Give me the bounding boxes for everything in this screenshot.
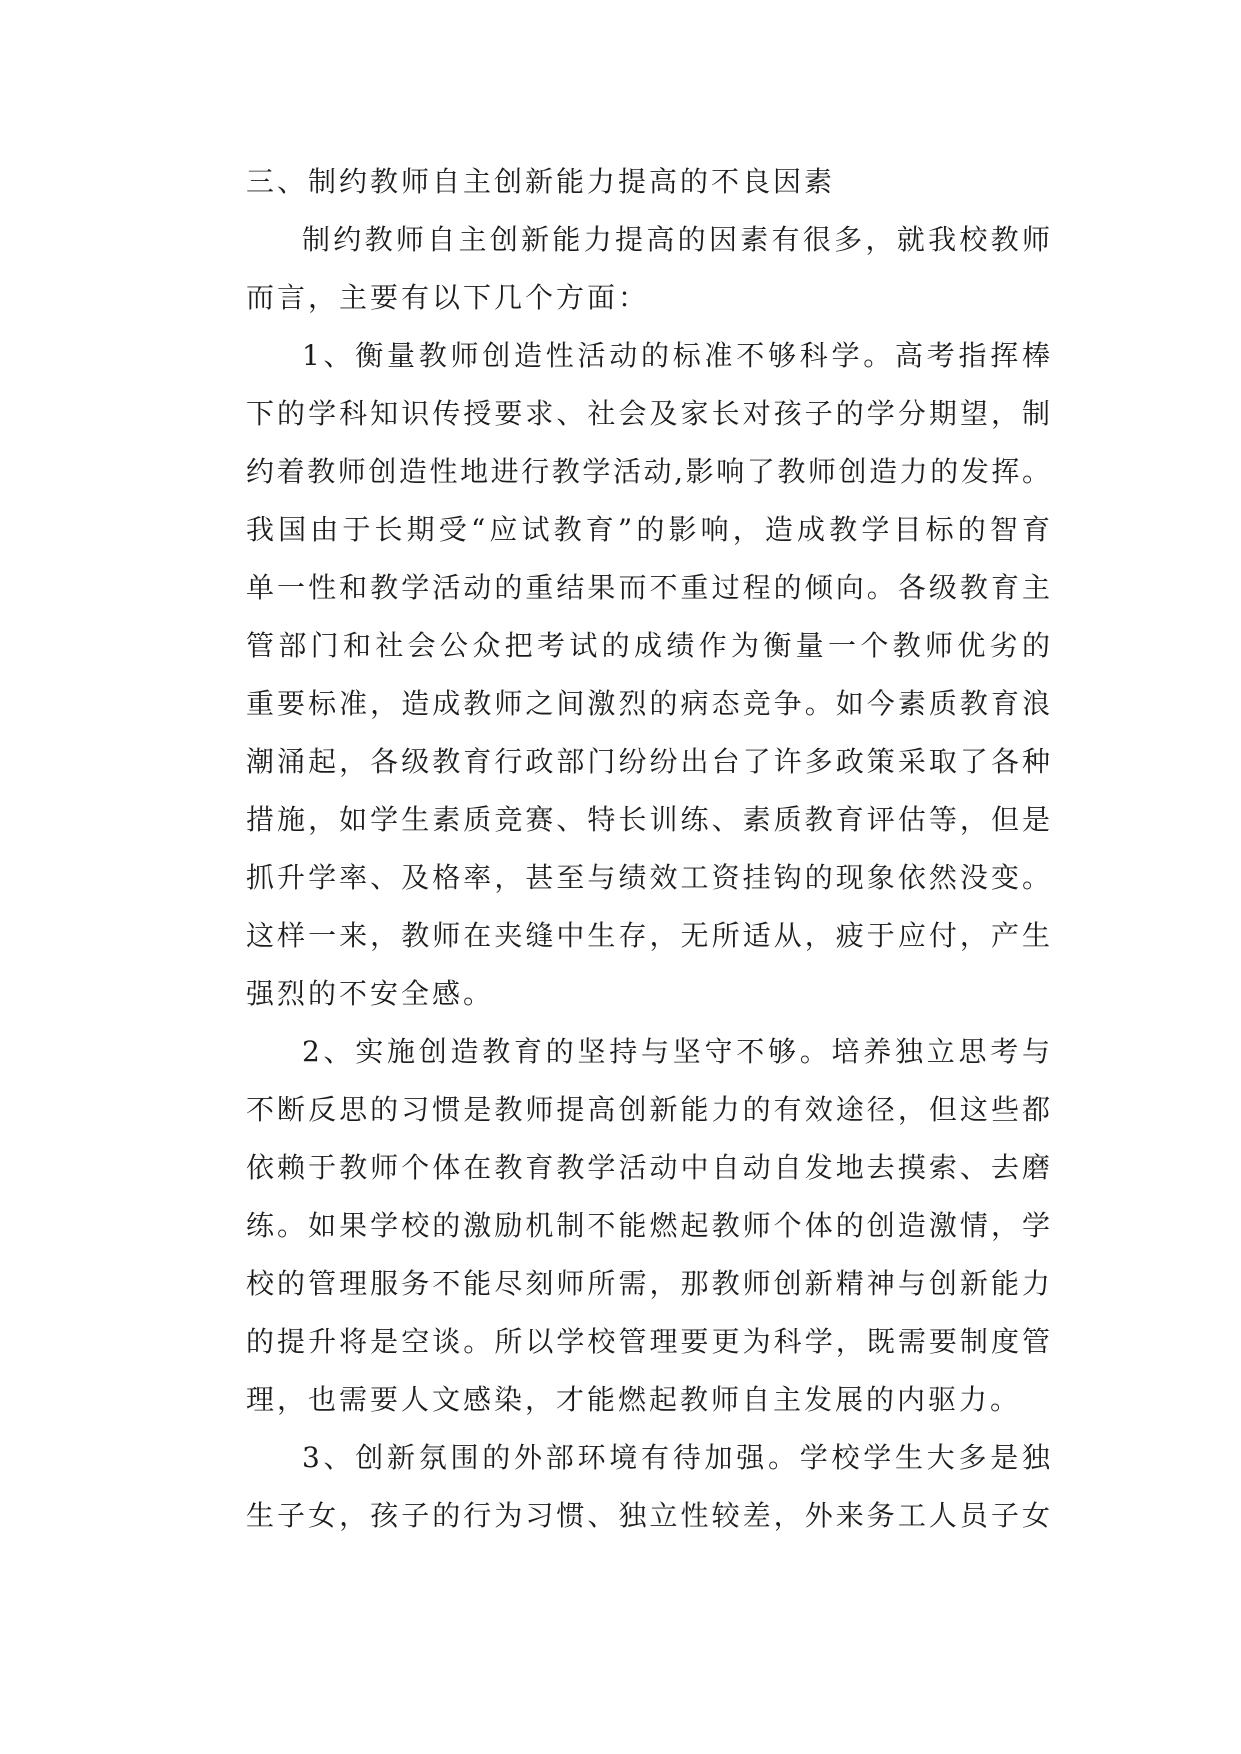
paragraph-line: 制约教师自主创新能力提高的因素有很多，就我校教师 bbox=[302, 223, 1050, 256]
paragraph-line: 而言，主要有以下几个方面： bbox=[246, 281, 650, 314]
paragraph-line: 强烈的不安全感。 bbox=[246, 977, 495, 1010]
paragraph-line: 依赖于教师个体在教育教学活动中自动自发地去摸索、去磨 bbox=[246, 1151, 1050, 1184]
paragraph-line: 的提升将是空谈。所以学校管理要更为科学，既需要制度管 bbox=[246, 1325, 1050, 1358]
paragraph-line: 约着教师创造性地进行教学活动,影响了教师创造力的发挥。 bbox=[246, 455, 1050, 488]
paragraph-line: 生子女，孩子的行为习惯、独立性较差，外来务工人员子女 bbox=[246, 1499, 1050, 1532]
factor-3-paragraph bbox=[190, 1429, 1050, 1545]
paragraph-line: 不断反思的习惯是教师提高创新能力的有效途径，但这些都 bbox=[246, 1093, 1050, 1126]
section-heading: 三、制约教师自主创新能力提高的不良因素 bbox=[246, 165, 836, 198]
factor-2-paragraph bbox=[190, 1023, 1050, 1429]
paragraph-line: 下的学科知识传授要求、社会及家长对孩子的学分期望，制 bbox=[246, 397, 1050, 430]
factor-1-paragraph bbox=[190, 327, 1050, 1023]
paragraph-line: 单一性和教学活动的重结果而不重过程的倾向。各级教育主 bbox=[246, 571, 1050, 604]
paragraph-line: 3、创新氛围的外部环境有待加强。学校学生大多是独 bbox=[302, 1441, 1050, 1474]
paragraph-line: 练。如果学校的激励机制不能燃起教师个体的创造激情，学 bbox=[246, 1209, 1050, 1242]
paragraph-line: 1、衡量教师创造性活动的标准不够科学。高考指挥棒 bbox=[302, 339, 1050, 372]
paragraph-line: 管部门和社会公众把考试的成绩作为衡量一个教师优劣的 bbox=[246, 629, 1050, 662]
paragraph-line: 2、实施创造教育的坚持与坚守不够。培养独立思考与 bbox=[302, 1035, 1050, 1068]
paragraph-line: 我国由于长期受“应试教育”的影响，造成教学目标的智育 bbox=[246, 513, 1050, 546]
paragraph-line: 这样一来，教师在夹缝中生存，无所适从，疲于应付，产生 bbox=[246, 919, 1050, 952]
intro-paragraph bbox=[190, 211, 1050, 327]
paragraph-line: 重要标准，造成教师之间激烈的病态竞争。如今素质教育浪 bbox=[246, 687, 1050, 720]
paragraph-line: 措施，如学生素质竞赛、特长训练、素质教育评估等，但是 bbox=[246, 803, 1050, 836]
paragraph-line: 校的管理服务不能尽刻师所需，那教师创新精神与创新能力 bbox=[246, 1267, 1050, 1300]
paragraph-line: 抓升学率、及格率，甚至与绩效工资挂钩的现象依然没变。 bbox=[246, 861, 1050, 894]
paragraph-line: 理，也需要人文感染，才能燃起教师自主发展的内驱力。 bbox=[246, 1383, 1022, 1416]
paragraph-line: 潮涌起，各级教育行政部门纷纷出台了许多政策采取了各种 bbox=[246, 745, 1050, 778]
document-body bbox=[190, 153, 1050, 1545]
